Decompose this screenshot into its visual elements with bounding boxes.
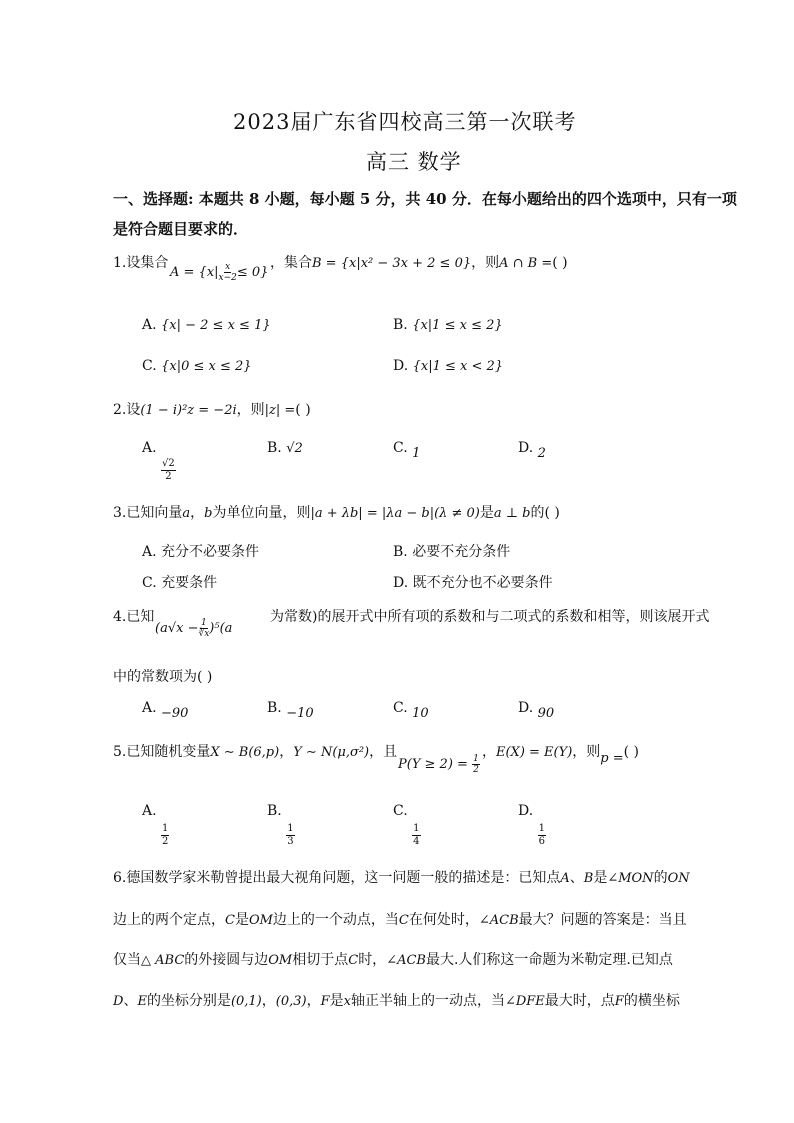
q6-point-a: A bbox=[560, 871, 570, 886]
q5-option-d[interactable] bbox=[518, 803, 546, 848]
option-fraction bbox=[161, 458, 176, 483]
option-fraction bbox=[538, 823, 546, 848]
q5-ask: p = bbox=[600, 751, 624, 766]
q6-point-e: E bbox=[137, 994, 147, 1009]
option-value: 充要条件 bbox=[161, 575, 218, 591]
q3-option-a[interactable] bbox=[142, 541, 259, 561]
option-fraction bbox=[286, 823, 294, 848]
q3-option-c[interactable] bbox=[142, 572, 217, 592]
q1-expr: A ∩ B = bbox=[499, 256, 553, 271]
q6-text: 是 bbox=[329, 993, 344, 1009]
q5-probability bbox=[398, 754, 480, 775]
option-value: 10 bbox=[412, 706, 429, 721]
q3-option-b[interactable] bbox=[393, 541, 510, 561]
section-heading-line2: 是符合题目要求的． bbox=[113, 220, 249, 238]
fraction-num: 1 bbox=[538, 823, 546, 834]
q3-sep: ， bbox=[190, 505, 205, 521]
q6-text: 边上的两个定点， bbox=[113, 912, 225, 928]
option-value: √2 bbox=[286, 441, 303, 456]
q2-prefix: 2.设 bbox=[113, 402, 141, 418]
option-value: 90 bbox=[537, 706, 555, 721]
option-label: C. bbox=[393, 440, 408, 456]
option-value: 充分不必要条件 bbox=[161, 544, 260, 560]
option-value: {x|1 ≤ x < 2} bbox=[412, 359, 504, 374]
q6-point-d: D bbox=[113, 994, 124, 1009]
q5-option-c[interactable] bbox=[393, 803, 421, 848]
q4-option-b[interactable] bbox=[267, 700, 314, 721]
q1-option-c[interactable] bbox=[142, 358, 252, 374]
option-label: C. bbox=[393, 803, 408, 819]
option-label: C. bbox=[142, 575, 157, 591]
q5-option-a[interactable] bbox=[142, 803, 169, 848]
fraction-den: 2 bbox=[165, 471, 172, 482]
q1-prefix: 1.设集合 bbox=[113, 255, 169, 271]
exam-title: 2023届广东省四校高三第一次联考 bbox=[233, 110, 577, 134]
option-fraction bbox=[161, 823, 169, 848]
q6-text: 6.德国数学家米勒曾提出最大视角问题，这一问题一般的描述是：已知点 bbox=[113, 870, 561, 886]
q4-option-a[interactable] bbox=[142, 700, 188, 721]
option-label: B. bbox=[267, 700, 282, 716]
q6-text: 的坐标分别是 bbox=[146, 993, 231, 1009]
q6-text: 边上的一个动点，当 bbox=[272, 912, 399, 928]
option-value: −90 bbox=[161, 706, 189, 721]
option-value: {x| − 2 ≤ x ≤ 1} bbox=[161, 318, 271, 333]
q5-option-b[interactable] bbox=[267, 803, 295, 848]
q6-line1 bbox=[113, 867, 690, 887]
option-label: B. bbox=[393, 544, 408, 560]
option-label: B. bbox=[393, 317, 408, 333]
option-label: C. bbox=[142, 358, 157, 374]
q6-point-b: B bbox=[583, 871, 594, 886]
q1-stem bbox=[113, 252, 168, 272]
q3-option-d[interactable] bbox=[393, 572, 553, 592]
q1-set-a-right: ≤ 0} bbox=[236, 265, 269, 280]
fraction-num: 1 bbox=[162, 823, 169, 834]
q6-text: 的 bbox=[653, 870, 668, 886]
fraction-den: 2 bbox=[162, 836, 169, 847]
q6-text: 时， bbox=[358, 952, 387, 968]
q5-stem-rest bbox=[482, 741, 639, 766]
q6-line2 bbox=[113, 909, 687, 929]
q6-angle-mon: ∠MON bbox=[607, 871, 654, 886]
q4-rest: 为常数)的展开式中所有项的系数和与二项式的系数和相等，则该展开式 bbox=[270, 609, 710, 625]
q6-ray-on: ON bbox=[667, 871, 690, 886]
option-label: D. bbox=[393, 575, 409, 591]
q6-point-c: C bbox=[398, 913, 409, 928]
q3-perp: a ⊥ b bbox=[493, 506, 531, 521]
option-label: A. bbox=[142, 803, 157, 819]
fraction-den: 4 bbox=[413, 836, 420, 847]
q1-set-a-left: A = {x| bbox=[170, 265, 219, 280]
q4-expression bbox=[155, 618, 232, 639]
q6-coord-e: (0,3) bbox=[275, 994, 307, 1009]
q6-text: 、 bbox=[569, 870, 584, 886]
q5-prefix: 5.已知随机变量 bbox=[113, 744, 211, 760]
q3-prefix: 3.已知向量 bbox=[113, 505, 183, 521]
option-fraction bbox=[412, 823, 420, 848]
q1-set-b: B = {x|x² − 3x + 2 ≤ 0} bbox=[312, 256, 472, 271]
option-label: B. bbox=[267, 803, 282, 819]
q1-set-a-den: x−2 bbox=[218, 273, 237, 283]
option-label: A. bbox=[142, 700, 157, 716]
q6-angle-dfe: ∠DFE bbox=[504, 994, 545, 1009]
q6-ray-om: OM bbox=[268, 953, 293, 968]
q4-frac-num: 1 bbox=[201, 618, 207, 628]
q6-text: 最大.人们称这一命题为米勒定理.已知点 bbox=[425, 952, 673, 968]
q6-line4 bbox=[113, 990, 680, 1010]
q4-fraction bbox=[198, 618, 209, 639]
option-label: A. bbox=[142, 440, 157, 456]
fraction-den: 6 bbox=[538, 836, 546, 847]
q5-and: ，且 bbox=[369, 744, 398, 760]
q1-mid: ，集合 bbox=[270, 255, 312, 271]
q6-coord-d: (0,1) bbox=[230, 994, 262, 1009]
q4-expr-left: (a√x − bbox=[155, 621, 199, 636]
option-label: D. bbox=[518, 803, 534, 819]
q6-text: 最大时，点 bbox=[544, 993, 615, 1009]
q3-unit: 为单位向量，则 bbox=[212, 505, 311, 521]
option-label: D. bbox=[518, 440, 534, 456]
q3-stem bbox=[113, 502, 560, 522]
q3-is: 是 bbox=[479, 505, 494, 521]
q2-option-b[interactable] bbox=[267, 440, 303, 456]
q1-option-d[interactable] bbox=[393, 358, 503, 374]
q6-ray-om: OM bbox=[248, 913, 273, 928]
q6-text: 是 bbox=[593, 870, 608, 886]
option-label: B. bbox=[267, 440, 282, 456]
option-label: A. bbox=[142, 544, 157, 560]
q1-option-b[interactable] bbox=[393, 317, 503, 333]
q6-point-f: F bbox=[320, 994, 330, 1009]
q6-line3 bbox=[113, 949, 673, 969]
q5-prob-left: P(Y ≥ 2) = bbox=[398, 757, 468, 772]
q1-paren: ( ) bbox=[552, 255, 568, 271]
q5-sep2: ， bbox=[482, 744, 496, 760]
q1-then: ，则 bbox=[471, 255, 500, 271]
q4-frac-den: ∛x bbox=[198, 629, 210, 639]
q5-prob-den: 2 bbox=[473, 765, 479, 775]
section-heading-line1: 一、选择题: 本题共 8 小题，每小题 5 分，共 40 分．在每小题给出的四个选项中，只有一项 bbox=[113, 190, 737, 208]
q2-ask: |z| = bbox=[264, 403, 296, 418]
q2-option-a[interactable] bbox=[142, 440, 176, 483]
fraction-num: 1 bbox=[287, 823, 294, 834]
q5-y-dist: Y ∼ N(μ,σ²) bbox=[293, 745, 370, 760]
q3-condition: |a + λb| = |λa − b|(λ ≠ 0) bbox=[310, 506, 480, 521]
q2-stem bbox=[113, 399, 311, 419]
exam-subtitle: 高三 数学 bbox=[366, 150, 462, 174]
q5-prob-num: 1 bbox=[473, 754, 479, 764]
q5-x-dist: X ∼ B(6,p) bbox=[210, 745, 280, 760]
q1-set-a-num: x bbox=[225, 262, 231, 272]
q4-option-d[interactable] bbox=[518, 700, 554, 721]
q6-text: ， bbox=[261, 993, 276, 1009]
q2-expr: (1 − i)²z = −2i bbox=[140, 403, 237, 418]
option-value: −10 bbox=[286, 706, 314, 721]
q2-paren: ( ) bbox=[295, 402, 311, 418]
q5-then: ，则 bbox=[572, 744, 601, 760]
q5-stem bbox=[113, 741, 397, 761]
q6-text: 在何处时， bbox=[408, 912, 479, 928]
option-value: 2 bbox=[537, 446, 546, 461]
q1-stem-rest bbox=[270, 252, 568, 272]
q5-sep: ， bbox=[279, 744, 294, 760]
q6-text: 轴正半轴上的一动点，当 bbox=[350, 993, 505, 1009]
option-value: 既不充分也不必要条件 bbox=[412, 575, 553, 591]
fraction-num: 1 bbox=[413, 823, 420, 834]
q6-angle-acb: ∠ACB bbox=[478, 913, 519, 928]
q4-prefix: 4.已知 bbox=[113, 609, 155, 625]
q2-option-c[interactable] bbox=[393, 440, 420, 461]
q4-line2: 中的常数项为( ) bbox=[113, 669, 213, 685]
q6-axis-x: x bbox=[343, 994, 351, 1009]
option-value: {x|1 ≤ x ≤ 2} bbox=[412, 318, 503, 333]
q6-text: 仅当 bbox=[113, 952, 141, 968]
option-label: D. bbox=[518, 700, 534, 716]
q6-point-c: C bbox=[225, 913, 235, 928]
q4-option-c[interactable] bbox=[393, 700, 429, 721]
q2-option-d[interactable] bbox=[518, 440, 546, 461]
q5-prob-fraction bbox=[472, 754, 480, 775]
q6-text: 、 bbox=[123, 993, 138, 1009]
q1-option-a[interactable] bbox=[142, 317, 271, 333]
q1-set-a-fraction bbox=[219, 262, 237, 283]
fraction-num: √2 bbox=[162, 458, 175, 469]
q3-paren: ( ) bbox=[544, 505, 560, 521]
q3-vector-a: a bbox=[182, 506, 191, 521]
q3-vector-b: b bbox=[204, 506, 213, 521]
q5-expect: E(X) = E(Y) bbox=[496, 745, 573, 760]
option-label: A. bbox=[142, 317, 157, 333]
q6-text: 相切于点 bbox=[292, 952, 349, 968]
fraction-den: 3 bbox=[287, 836, 294, 847]
q6-text: 最大？问题的答案是：当且 bbox=[518, 912, 687, 928]
q6-text: 的外接圆与边 bbox=[184, 952, 269, 968]
option-label: C. bbox=[393, 700, 408, 716]
option-value: 必要不充分条件 bbox=[412, 544, 511, 560]
q6-text: 是 bbox=[234, 912, 249, 928]
option-value: {x|0 ≤ x ≤ 2} bbox=[161, 359, 252, 374]
q4-expr-right: )⁵(a bbox=[209, 621, 233, 636]
q6-triangle-abc: △ ABC bbox=[141, 953, 185, 968]
q5-paren: ( ) bbox=[623, 744, 639, 760]
q1-set-a bbox=[170, 262, 268, 283]
option-label: D. bbox=[393, 358, 409, 374]
q6-text: 的横坐标 bbox=[623, 993, 680, 1009]
q3-de: 的 bbox=[530, 505, 545, 521]
q6-angle-acb: ∠ACB bbox=[386, 953, 426, 968]
q2-then: ，则 bbox=[236, 402, 265, 418]
q6-text: ， bbox=[306, 993, 321, 1009]
q6-point-f: F bbox=[614, 994, 624, 1009]
q6-point-c: C bbox=[348, 953, 359, 968]
option-value: 1 bbox=[412, 446, 421, 461]
